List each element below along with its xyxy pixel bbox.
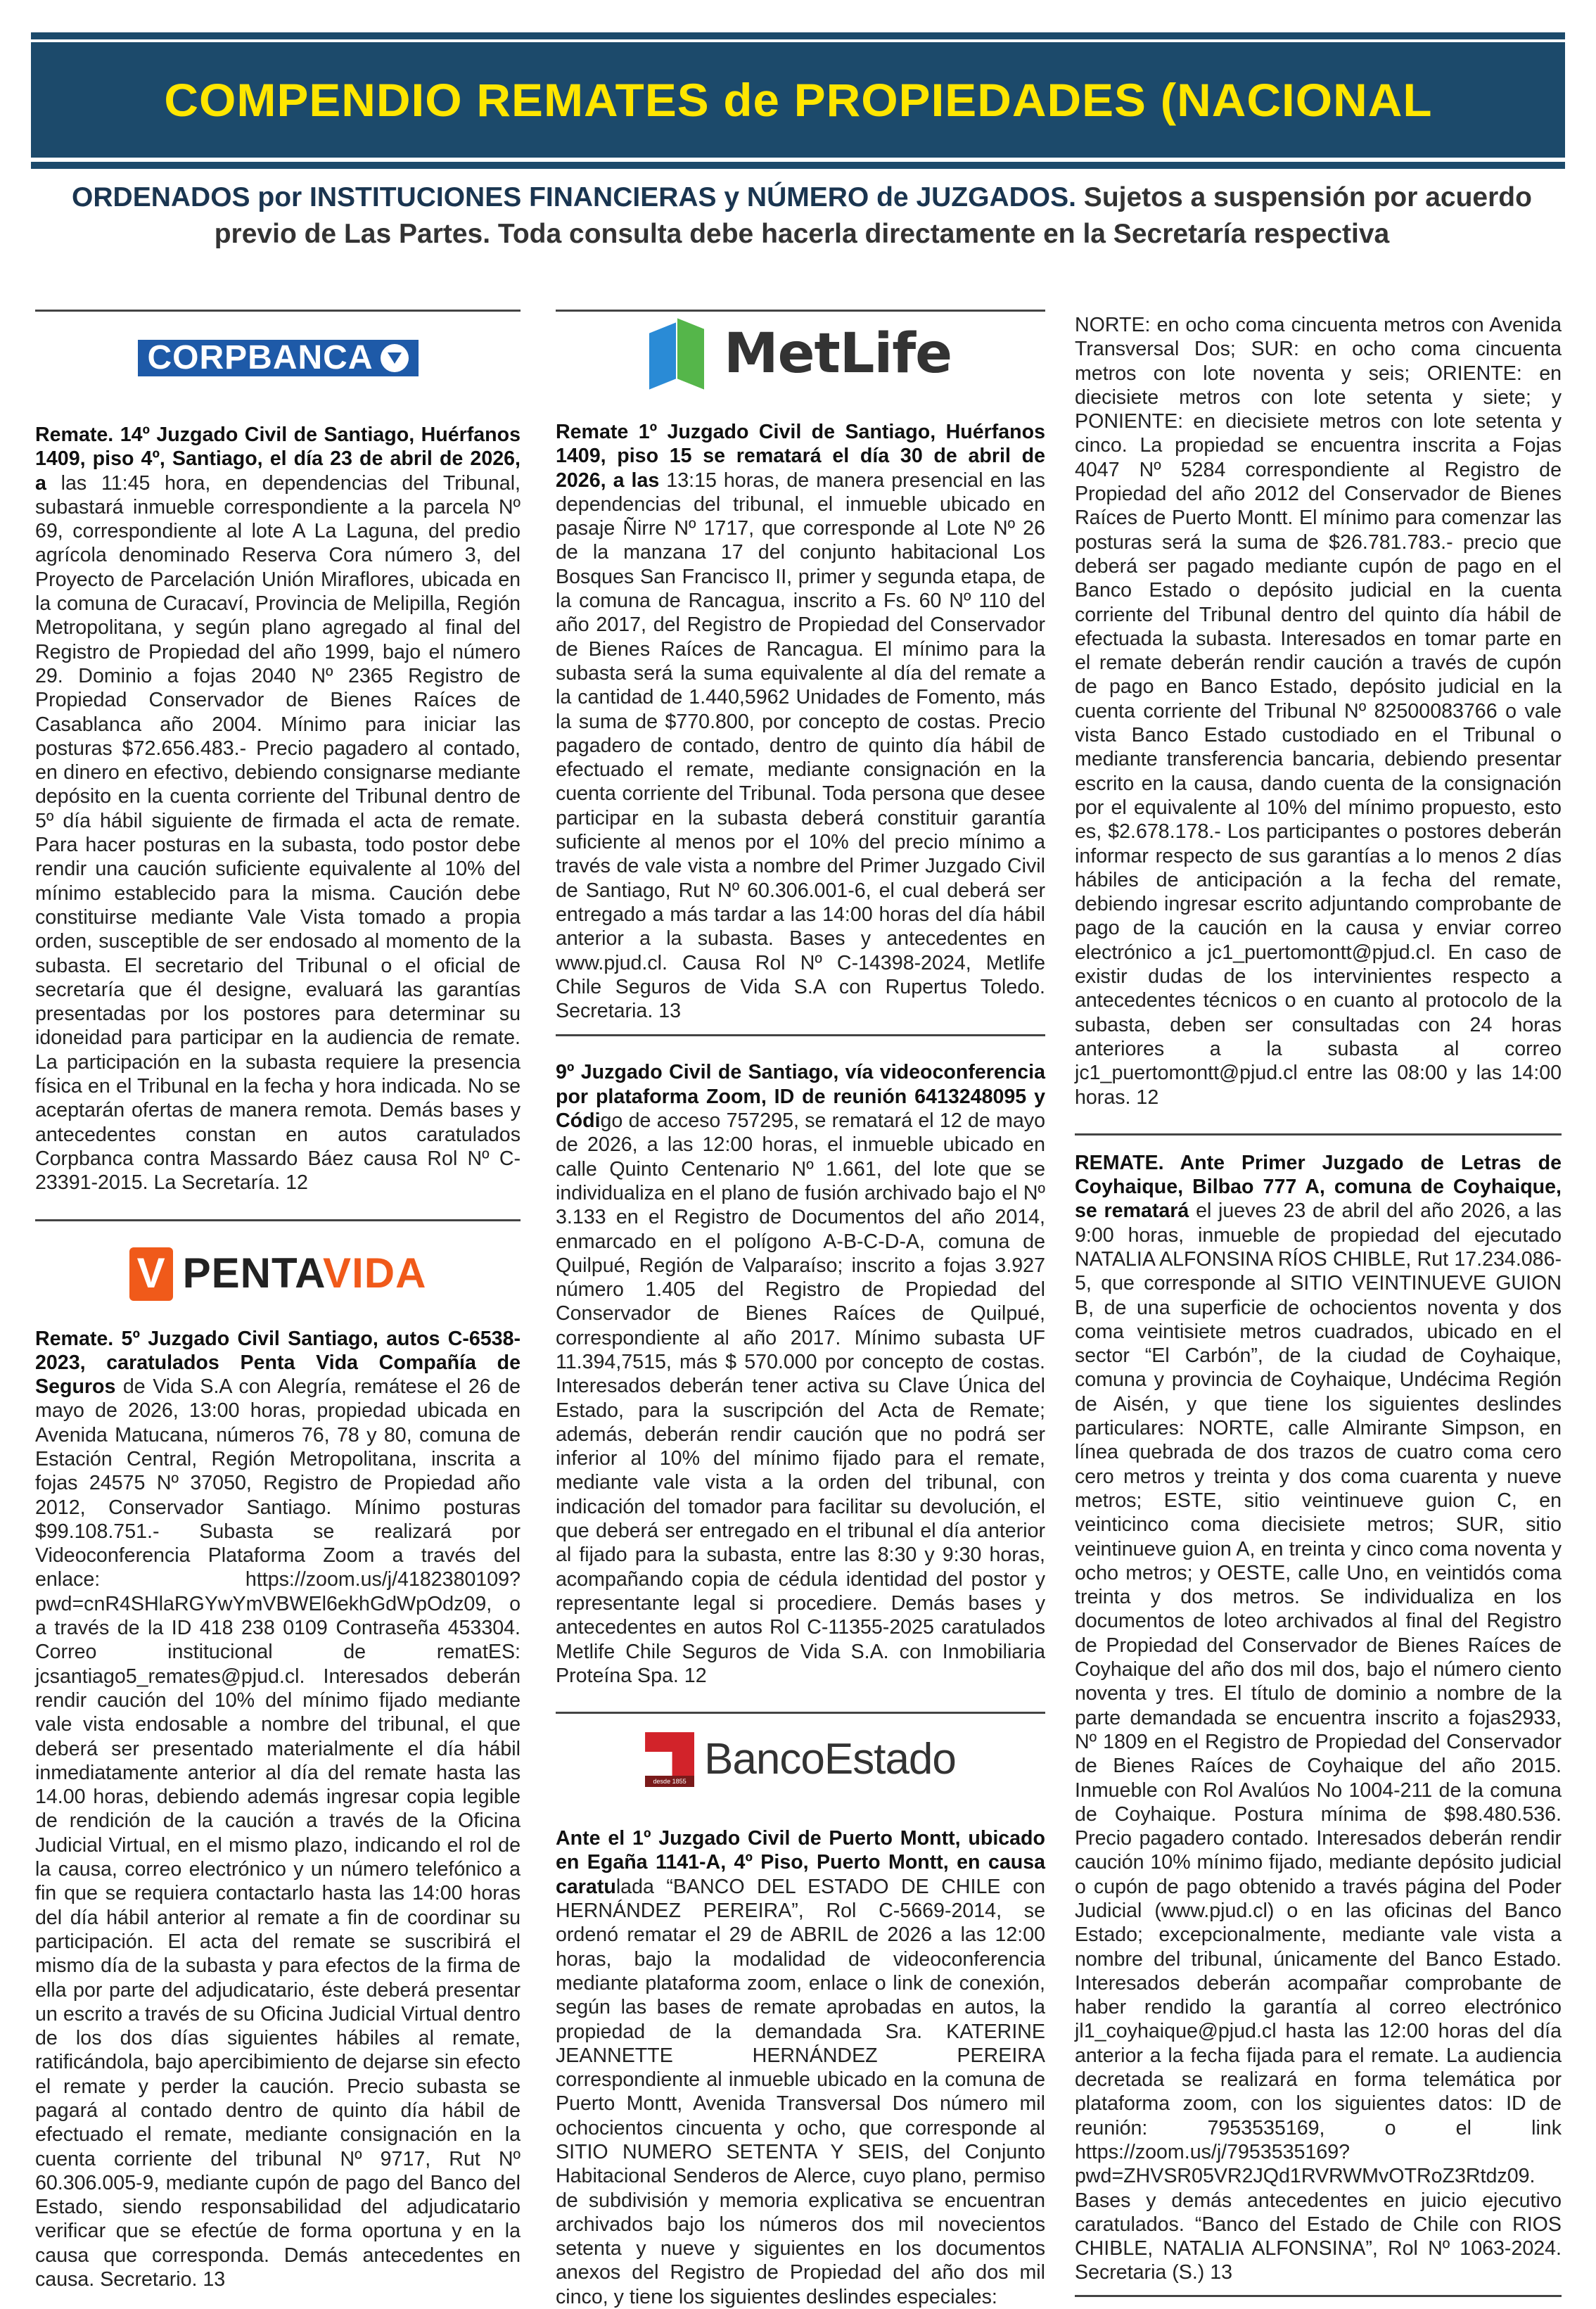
banner-band xyxy=(31,42,1565,158)
subtitle-rest: Sujetos a suspensión por acuerdo previo de Las Partes. Toda consulta debe hacerla directamente en la Secretaría respectiva xyxy=(214,182,1532,249)
page-subtitle xyxy=(70,179,1533,253)
corpbanca-logo xyxy=(35,330,521,386)
divider xyxy=(35,1219,521,1221)
bancoestado-logo xyxy=(556,1721,1045,1798)
pentavida-text-b: VIDA xyxy=(323,1249,427,1297)
notice-body: el jueves 23 de abril del año 2026, a las 9:00 horas, inmueble de propiedad del ejecutado NATALIA ALFONSINA RÍOS CHIBLE, Rut 17.234.086-5, que corresponde al SITIO VEINTINUEVE GUION B, de una superficie de ochocientos noventa y dos coma veintisiete metros cuadrados, ubicado en el sector “El Carbón”, de la ciudad de Coyhaique, comuna y provincia de Coyhaique, Undécima Región de Aisén, y que tiene los siguientes deslindes particulares: NORTE, calle Almirante Simpson, en línea quebrada de dos trazos de cuatro coma cero cero metros y treinta y dos coma cuarenta y nueve metros; ESTE, sitio veintinueve guion C, en veinticinco coma diecisiete metros; SUR, sitio veintinueve guion A, en treinta y cinco coma noventa y ocho metros; y OESTE, calle Uno, en veintidós coma treinta y dos metros. Se individualiza en los documentos de loteo archivados al final del Registro de Propiedad del Conservador de Bienes Raíces de Coyhaique del año dos mil dos, bajo el número ciento noventa y tres. El título de dominio a nombre de la parte demandada se encuentra inscrito a fojas2933, Nº 1809 en el Registro de Propiedad del Conservador de Bienes Raíces de Coyhaique del año 2015. Inmueble con Rol Avalúos No 1004-211 de la comuna de Coyhaique. Postura mínima de $98.480.536. Precio pagadero contado. Interesados deberán rendir caución 10% mínimo fijado, mediante depósito judicial o cupón de pago obtenido a través página del Poder Judicial (www.pjud.cl) o en las oficinas del Banco Estado; excepcionalmente, mediante vale vista a nombre del tribunal, únicamente del Banco Estado. Interesados deberán acompañar comprobante de haber rendido la garantía al correo electrónico jl1_coyhaique@pjud.cl hasta las 12:00 horas del día anterior a la fecha fijada para el remate. La audiencia decretada se realizará en forma telemática por plataforma zoom, con los siguientes datos: ID de reunión: 7953535169, o el link https://zoom.us/j/7953535169?pwd=ZHVSR05VR2JQd1RVRWMvOTRoZ3Rtdz09. Bases y demás antecedentes en juicio ejecutivo caratulados. “Banco del Estado de Chile con RIOS CHIBLE, NATALIA ALFONSINA”, Rol Nº 1063-2024. Secretaria (S.) 13 xyxy=(1075,1200,1562,2284)
pentavida-v-icon: V xyxy=(129,1247,173,1301)
notice-lead: Ante el 1º Juzgado Civil de Puerto Montt, ubicado en Egaña 1141-A, 4º Piso, Puerto Montt, en causa caratu xyxy=(556,1827,1045,1898)
pentavida-text-a: PENTA xyxy=(182,1249,324,1297)
notice-body: go de acceso 757295, se rematará el 12 de mayo de 2026, a las 12:00 horas, el inmueble ubicado en calle Quinto Centenario Nº 1.661, del lote que se individualiza en el plano de fusión archivado bajo el Nº 3.133 en el Registro de Documentos del año 2014, enmarcado en el polígono A-B-C-D-A, comuna de Quilpué, Región de Valparaíso; inscrito a fojas 3.927 número 1.405 del Registro de Propiedad del Conservador de Bienes Raíces de Quilpué, correspondiente al año 2017. Mínimo subasta UF 11.394,7515, más $ 570.000 por concepto de costas. Interesados deberán tener activa su Clave Única del Estado, para la suscripción del Acta de Remate; además, deberán rendir caución que no podrá ser inferior al 10% del mínimo fijado para el remate, mediante vale vista a la orden del tribunal, con indicación del tomador para facilitar su devolución, el que deberá ser entregado en el tribunal el día anterior al fijado para la subasta, entre las 8:30 y 9:30 horas, acompañando copia de cédula identidad del postor y representante legal si procediere. Demás bases y antecedentes en autos Rol C-11355-2025 caratulados Metlife Chile Seguros de Vida S.A. con Inmobiliaria Proteína Spa. 12 xyxy=(556,1109,1045,1687)
notice-lead: Remate. 14º Juzgado Civil de Santiago, Huérfanos 1409, piso 4º, Santiago, el día 23 de abril de 2026, a xyxy=(35,424,521,495)
notice-pentavida-1 xyxy=(35,1327,521,2292)
bancoestado-mark-icon xyxy=(645,1732,694,1787)
corpbanca-logo-text: CORPBANCA xyxy=(147,338,374,376)
metlife-logo xyxy=(556,312,1045,396)
notice-bancoestado-1 xyxy=(556,1826,1045,2309)
bancoestado-logo-text: BancoEstado xyxy=(704,1734,956,1783)
subtitle-strong: ORDENADOS por INSTITUCIONES FINANCIERAS y NÚMERO de JUZGADOS. xyxy=(72,182,1076,212)
corpbanca-emblem-icon xyxy=(381,344,409,372)
notice-lead: Remate. 5º Juzgado Civil Santiago, autos C-6538-2023, caratulados Penta Vida Compañía de Seguros xyxy=(35,1327,521,1399)
column-3 xyxy=(1075,313,1562,2297)
divider xyxy=(35,310,521,312)
page-title: COMPENDIO REMATES de PROPIEDADES (NACIONAL xyxy=(163,74,1433,126)
column-2 xyxy=(556,310,1045,2309)
divider xyxy=(556,1712,1045,1714)
notice-lead: 9º Juzgado Civil de Santiago, vía videoconferencia por plataforma Zoom, ID de reunión 6413248095 y Códi xyxy=(556,1061,1045,1133)
column-1 xyxy=(35,310,521,2291)
notice-body: las 11:45 hora, en dependencias del Tribunal, subastará inmueble correspondiente a la parcela Nº 69, correspondiente al lote A La Laguna, del predio agrícola denominado Reserva Cora número 3, del Proyecto de Parcelación Unión Miraflores, ubicada en la comuna de Curacaví, Provincia de Melipilla, Región Metropolitana, y según plano agregado al final del Registro de Propiedad del año 1999, bajo el número 29. Dominio a fojas 2040 Nº 2365 Registro de Propiedad Conservador de Bienes Raíces de Casablanca año 2004. Mínimo para iniciar las posturas $72.656.483.- Precio pagadero al contado, en dinero en efectivo, debiendo consignarse mediante depósito en la cuenta corriente del Tribunal dentro de 5º día hábil siguiente de firmada el acta de remate. Para hacer posturas en la subasta, todo postor debe rendir una caución suficiente equivalente al 10% del mínimo establecido para la misma. Caución debe constituirse mediante Vale Vista tomado a propia orden, susceptible de ser endosado al momento de la subasta. El secretario del Tribunal o el oficial de secretaría que él designe, evaluará las garantías presentadas por los postores para determinar su idoneidad para participar en la audiencia de remate. La participación en la subasta requiere la presencia física en el Tribunal en la fecha y hora indicada. No se aceptarán ofertas de manera remota. Demás bases y antecedentes constan en autos caratulados Corpbanca contra Massardo Báez causa Rol Nº C-23391-2015. La Secretaría. 12 xyxy=(35,471,521,1195)
notice-body: lada “BANCO DEL ESTADO DE CHILE con HERNÁNDEZ PEREIRA”, Rol C-5669-2014, se ordenó rematar el 29 de ABRIL de 2026 a las 12:00 horas, bajo la modalidad de videoconferencia mediante plataforma zoom, enlace o link de conexión, según las bases de remate aprobadas en autos, la propiedad de la demandada Sra. KATERINE JEANNETTE HERNÁNDEZ PEREIRA correspondiente al inmueble ubicado en la comuna de Puerto Montt, Avenida Transversal Dos número mil ochocientos cincuenta y ocho, que corresponde al SITIO NUMERO SETENTA Y SEIS, del Conjunto Habitacional Senderos de Alerce, cuyo plano, permiso de subdivisión y memoria explicativa se encuentran archivados bajo los números dos mil novecientos setenta y nueve y siguientes en los documentos anexos del Registro de Propiedad del año dos mil cinco, y tiene los siguientes deslindes especiales: xyxy=(556,1875,1045,2308)
notice-bancoestado-2 xyxy=(1075,1151,1562,2285)
notice-corpbanca-1 xyxy=(35,423,521,1195)
divider xyxy=(1075,2295,1562,2297)
banner-bottom-stripe xyxy=(31,162,1565,169)
bancoestado-tagline: desde 1855 xyxy=(645,1776,694,1787)
metlife-mark-icon xyxy=(649,324,706,384)
notice-metlife-2 xyxy=(556,1060,1045,1688)
notice-body: 13:15 horas, de manera presencial en las dependencias del tribunal, el inmueble ubicado en pasaje Ñirre Nº 1717, que corresponde al Lote Nº 26 de la manzana 17 del conjunto habitacional Los Bosques San Francisco II, primer y segunda etapa, de la comuna de Rancagua, inscrito a Fs. 60 Nº 110 del año 2017, del Registro de Propiedad del Conservador de Bienes Raíces de Rancagua. El mínimo para la subasta será la suma equivalente al día del remate a la cantidad de 1.440,5962 Unidades de Fomento, más la suma de $770.800, por concepto de costas. Precio pagadero de contado, dentro de quinto día hábil de efectuado el remate, mediante consignación en la cuenta corriente del Tribunal. Toda persona que desee participar en la subasta deberá constituir garantía suficiente al menos por el 10% del precio mínimo a través de vale vista a nombre del Primer Juzgado Civil de Santiago, Rut Nº 60.306.001-6, el cual deberá ser entregado a más tardar a las 14:00 horas del día hábil anterior a la subasta. Bases y antecedentes en www.pjud.cl. Causa Rol Nº C-14398-2024, Metlife Chile Seguros de Vida S.A con Rupertus Toledo. Secretaria. 13 xyxy=(556,469,1045,1023)
notice-lead: REMATE. Ante Primer Juzgado de Letras de Coyhaique, Bilbao 777 A, comuna de Coyhaique, se rematará xyxy=(1075,1151,1562,1223)
metlife-logo-text: MetLife xyxy=(723,322,952,386)
notice-body: de Vida S.A con Alegría, remátese el 26 de mayo de 2026, 13:00 horas, propiedad ubicada en Avenida Matucana, números 76, 78 y 80, comuna de Estación Central, Región Metropolitana, inscrita a fojas 24575 Nº 37050, Registro de Propiedad año 2012, Conservador Santiago. Mínimo posturas $99.108.751.- Subasta se realizará por Videoconferencia Plataforma Zoom a través del enlace: https://zoom.us/j/4182380109?pwd=cnR4SHlaRGYwYmVBWEl6ekhGdWpOdz09, o a través de la ID 418 238 0109 Contraseña 453304. Correo institucional de rematES: jcsantiago5_remates@pjud.cl. Interesados deberán rendir caución del 10% del mínimo fijado mediante vale vista endosable a nombre del tribunal, el que deberá ser presentado materialmente el día hábil inmediatamente anterior al día del remate hasta las 14.00 horas, debiendo además ingresar copia legible de rendición de la caución a través de la Oficina Judicial Virtual, en el mismo plazo, indicando el rol de la causa, correo electrónico y un número telefónico a fin que se requiera contactarlo hasta las 14:00 horas del día hábil anterior al remate a fin de coordinar su participación. El acta del remate se suscribirá el mismo día de la subasta y para efectos de la firma de ella por parte del adjudicatario, éste deberá presentar un escrito a través de su Oficina Judicial Virtual dentro de los dos días siguientes hábiles al remate, ratificándola, bajo apercibimiento de dejarse sin efecto el remate y perder la caución. Precio subasta se pagará al contado dentro de quinto día hábil de efectuado el remate, mediante consignación en la cuenta corriente del tribunal Nº 9717, Rut Nº 60.306.005-9, mediante cupón de pago del Banco del Estado, siendo responsabilidad del adjudicatario verificar que se efectúe de forma oportuna y en la causa que corresponda. Demás antecedentes en causa. Secretario. 13 xyxy=(35,1375,521,2291)
pentavida-logo xyxy=(35,1235,521,1313)
notice-bancoestado-1-continued: NORTE: en ocho coma cincuenta metros con Avenida Transversal Dos; SUR: en ocho coma cincuenta metros con lote noventa y seis; ORIENTE: en diecisiete metros con lote setenta y siete; y PONIENTE: en diecisiete metros con lote setenta y cinco. La propiedad se encuentra inscrita a Fojas 4047 Nº 5284 correspondiente al Registro de Propiedad del año 2012 del Conservador de Bienes Raíces de Puerto Montt. El mínimo para comenzar las posturas será la suma de $26.781.783.- precio que deberá ser pagado mediante cupón de pago en el Banco Estado o depósito judicial en la cuenta corriente del Tribunal dentro del quinto día hábil de efectuada la subasta. Interesados en tomar parte en el remate deberán rendir caución a través de cupón de pago en Banco Estado, depósito judicial en la cuenta corriente del Tribunal Nº 82500083766 o vale vista Banco Estado custodiado en el Tribunal o mediante transferencia bancaria, debiendo presentar escrito en la causa, dando cuenta de la consignación por el equivalente al 10% del mínimo propuesto, esto es, $2.678.178.- Los participantes o postores deberán informar respecto de sus garantías a lo menos 2 días hábiles de anticipación a la fecha del remate, debiendo ingresar escrito adjuntando comprobante de pago de la caución en la causa y enviar correo electrónico a jc1_puertomontt@pjud.cl. En caso de existir dudas de los intervinientes respecto a antecedentes técnicos o en cuanto al protocolo de la subasta, deben ser consultadas con 24 horas anteriores a la subasta al correo jc1_puertomontt@pjud.cl entre las 08:00 y las 14:00 horas. 12 xyxy=(1075,314,1562,1109)
notice-lead: Remate 1º Juzgado Civil de Santiago, Huérfanos 1409, piso 15 se rematará el día 30 de abril de 2026, a las xyxy=(556,421,1045,492)
header-banner xyxy=(31,32,1565,169)
banner-top-stripe xyxy=(31,32,1565,39)
notice-metlife-1 xyxy=(556,420,1045,1023)
